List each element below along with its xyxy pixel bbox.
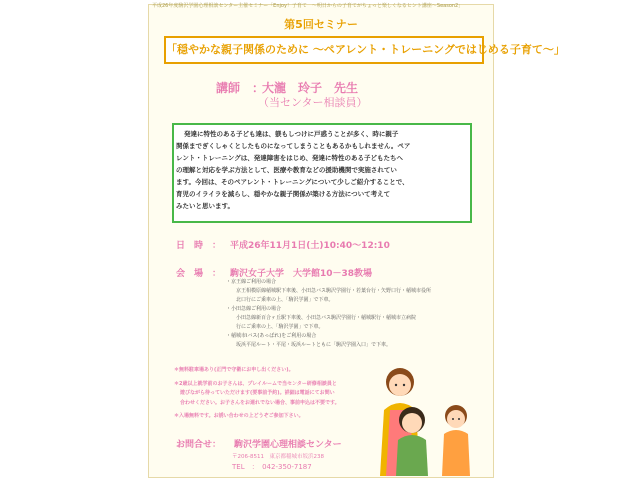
access-line: 坂浜平尾ルート・平尾・坂浜ルートともに「駒沢学園入口」で下車。 [236, 342, 392, 348]
note-parking [174, 366, 394, 376]
note-admission [174, 412, 394, 422]
description-text [176, 128, 464, 212]
series-header-note: 平成26年度駒沢学園心理相談センター主催セミナー「Enjoy！子育て ～明日からの子育てがちょっと楽しくなるヒント講座～Season2」 [152, 3, 464, 9]
access-line: ・小田急線ご利用の場合 [226, 306, 282, 312]
lecturer-role: （当センター相談員） [258, 96, 368, 109]
description-line: 発達に特性のある子ども達は、躾もしつけに戸惑うことが多く、時に親子 [184, 130, 399, 138]
father-figure [396, 407, 428, 476]
access-line: 行にご乗車の上、「駒沢学園」で下車。 [236, 324, 324, 330]
family-illustration [370, 360, 480, 476]
note-line: ＊無料駐車場あり(正門で守衛にお申し出ください)。 [174, 367, 294, 373]
description-line: ます。今回は、そのペアレント・トレーニングについて少しご紹介することで、 [176, 178, 409, 186]
notes-section [174, 366, 394, 426]
description-line: みたいと思います。 [176, 202, 234, 210]
note-line: ＊入場無料です。お誘い合わせの上どうぞご参加下さい。 [174, 413, 304, 419]
lecturer-name: 大瀧 玲子 先生 [262, 81, 359, 95]
venue-label: 会 場 ： [176, 269, 222, 279]
contact-phone: TEL ： 042-350-7187 [232, 463, 312, 471]
note-childcare [174, 380, 394, 409]
contact-address: 〒206-8511 東京都稲城市坂浜238 [232, 454, 324, 460]
description-line: の理解と対応を学ぶ方法として、医療や教育などの援助機関で実施されてい [176, 166, 397, 174]
description-line: 関係までぎくしゃくとしたものになってしまうこともあるかもしれません。ペア [176, 142, 411, 150]
note-line: 遊びながら待っていただけます(要事前予約)。詳細は電話にてお問い [180, 390, 335, 396]
child-figure [442, 405, 470, 476]
access-line: 北口行にご乗車の上、「駒沢学園」で下車。 [236, 297, 334, 303]
lecturer-label: 講師 ： [216, 81, 265, 95]
note-line: ＊2歳以上就学前のお子さんは、プレイルームで当センター研修相談員と [174, 380, 337, 387]
access-line: 小田急線新百合ヶ丘駅下車後、小田急バス駒沢学園行・稲城駅行・稲城市立病院 [236, 315, 417, 321]
access-line: ・稲城市iバス(あっぱれ)をご利用の場合 [226, 333, 317, 339]
venue-value: 駒沢女子大学 大学館10－38教場 [230, 269, 373, 279]
access-line: ・京王線ご利用の場合 [226, 279, 277, 285]
description-line: 育児のイライラを減らし、穏やかな親子関係が築ける方法について考えて [176, 190, 391, 198]
date-label: 日 時 ： [176, 241, 222, 251]
description-line: レント・トレーニングは、発達障害をはじめ、発達に特性のある子どもたちへ [176, 154, 403, 162]
access-directions [226, 278, 476, 350]
note-line: 合わせください。お子さんをお連れでない場合、事前申込は不要です。 [180, 399, 340, 406]
seminar-number-title: 第5回セミナー [284, 18, 358, 31]
access-line: 京王相模原線稲城駅下車後、小田急バス駒沢学園行・若葉台行・矢野口行・稲城市役所 [236, 288, 432, 294]
seminar-main-title: 「穏やかな親子関係のために ～ペアレント・トレーニングではじめる子育て～」 [164, 36, 484, 64]
date-value: 平成26年11月1日(土)10:40～12:10 [230, 241, 390, 251]
contact-label: お問合せ： [176, 440, 222, 450]
contact-organization: 駒沢学園心理相談センター [234, 440, 342, 450]
